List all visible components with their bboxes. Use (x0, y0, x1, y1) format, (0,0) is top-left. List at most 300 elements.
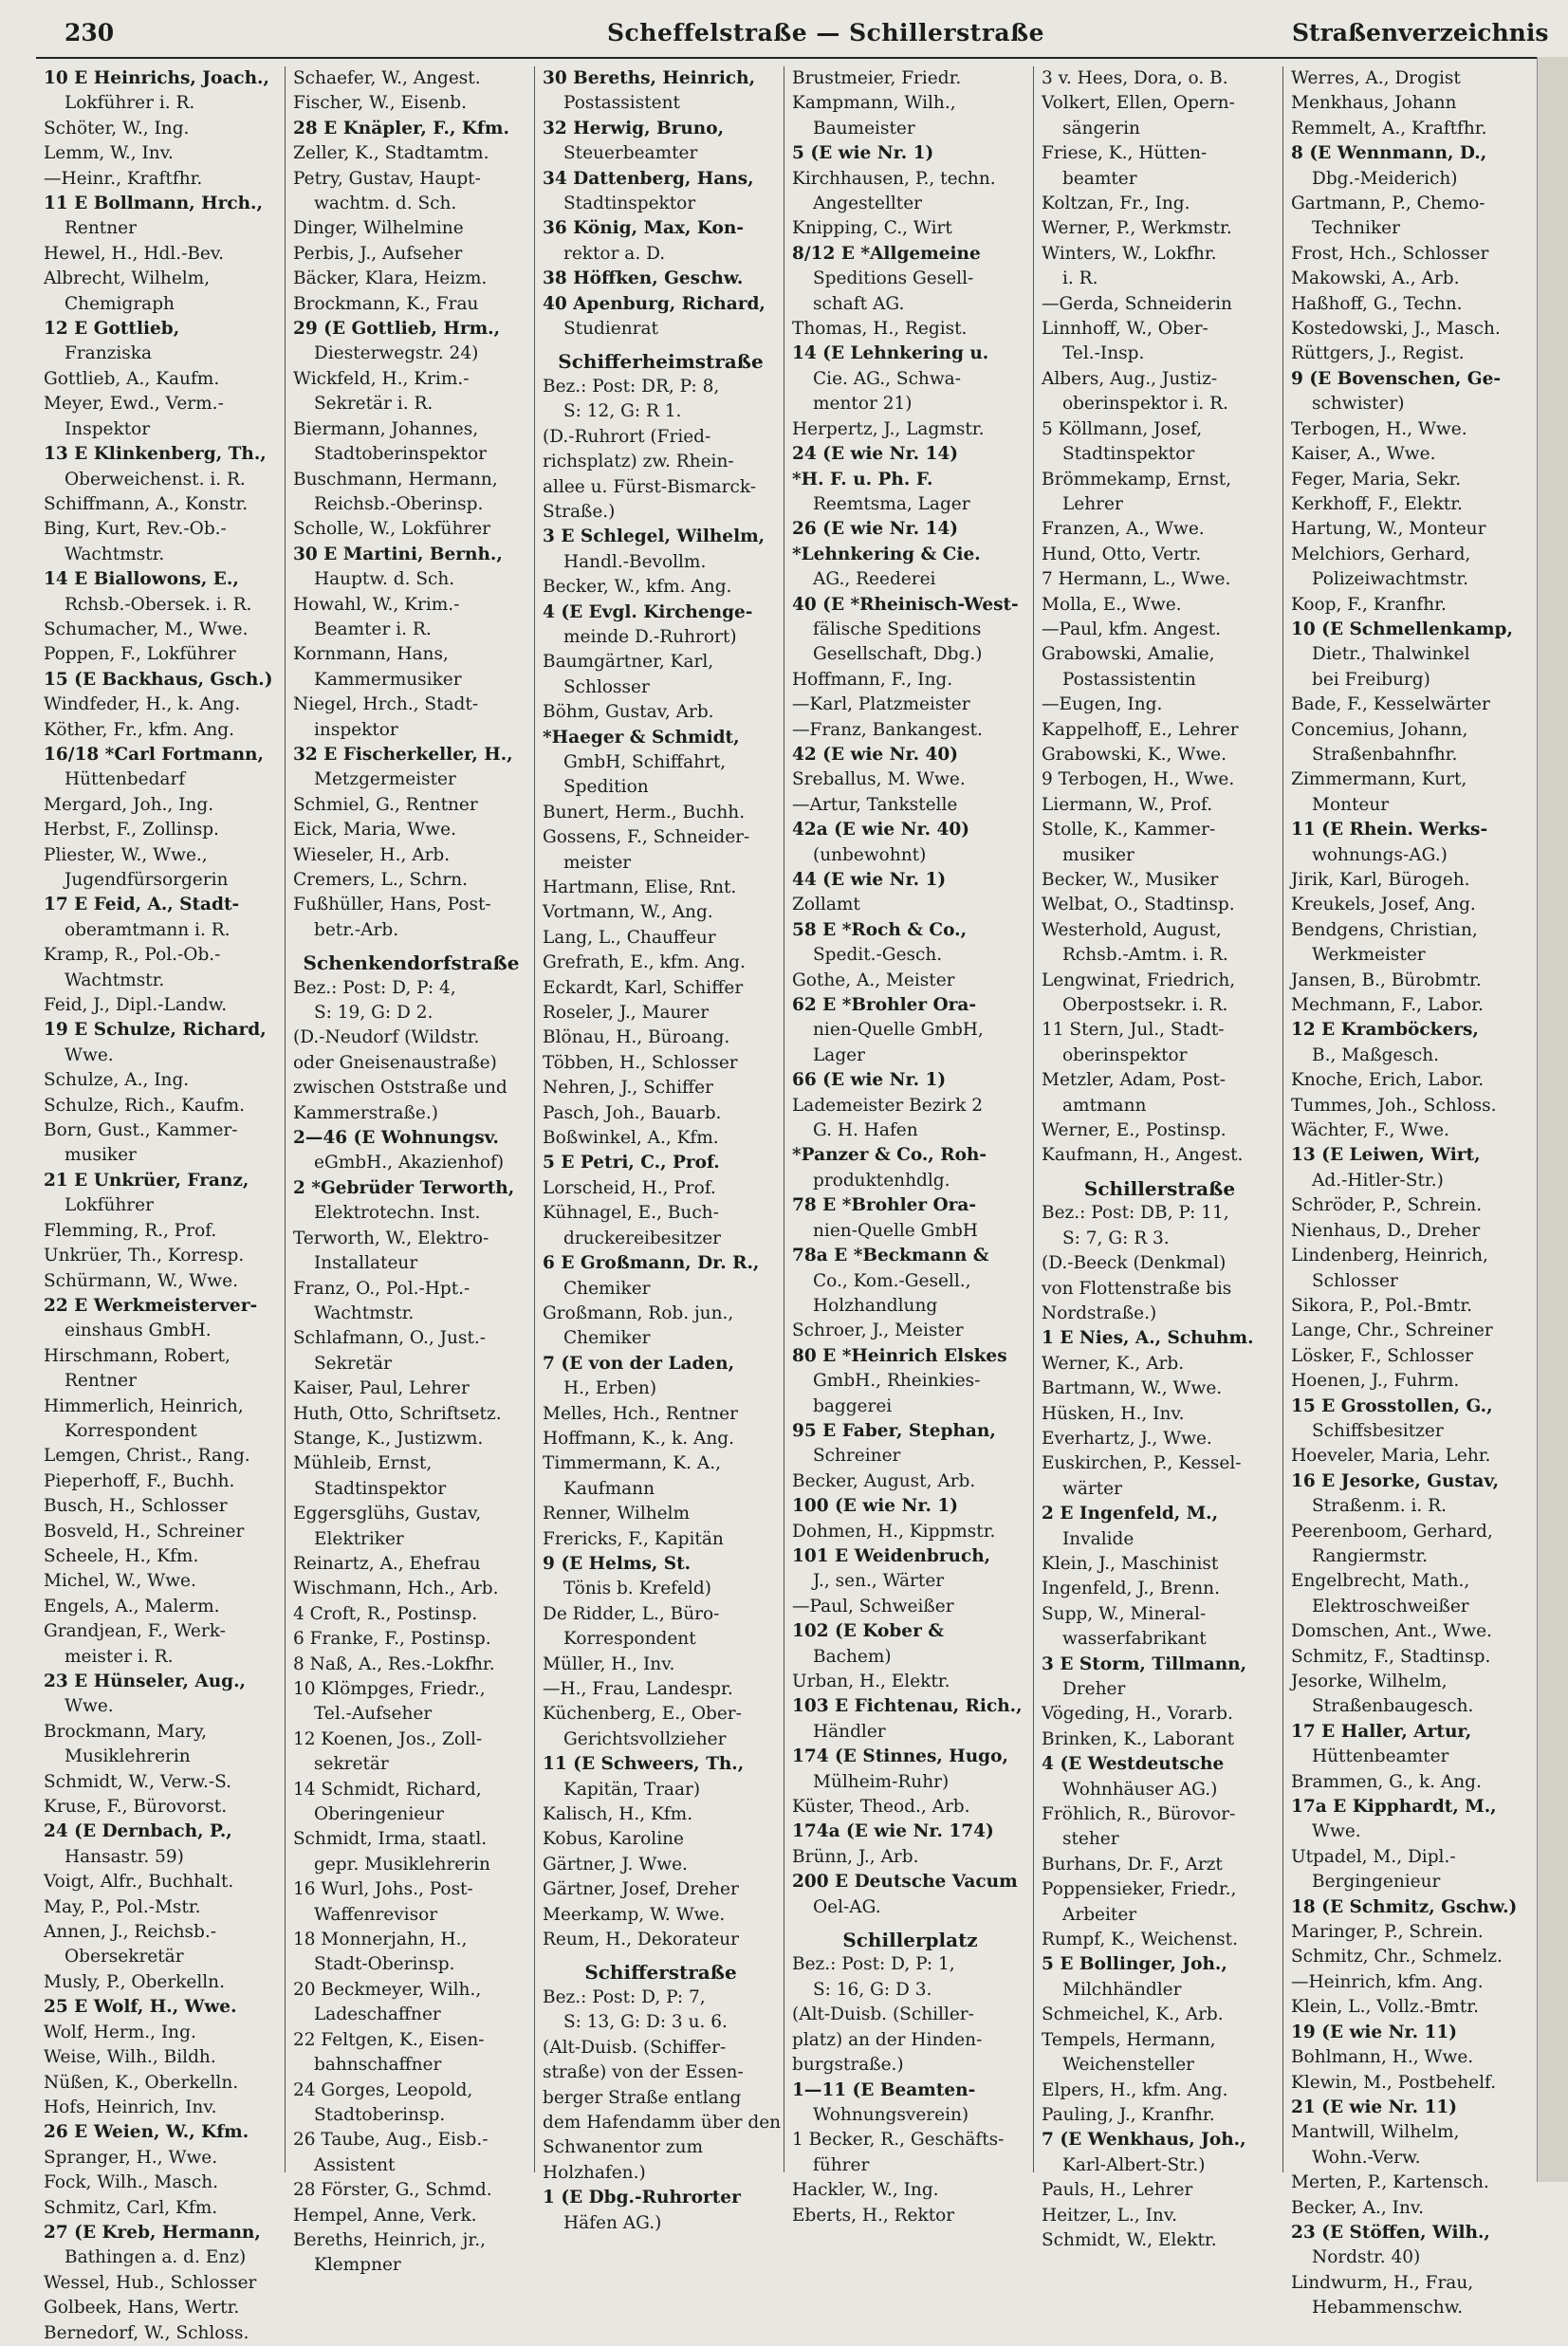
directory-entry: Brustmeier, Friedr. (792, 68, 962, 88)
directory-entry: Schreiner (813, 1446, 901, 1467)
directory-entry: Installateur (314, 1253, 418, 1274)
street-heading: Schifferheimstraße (558, 350, 764, 374)
directory-entry: 6 Franke, F., Postinsp. (293, 1629, 491, 1650)
directory-entry: Brockmann, Mary, (44, 1721, 208, 1742)
directory-entry: Brömmekamp, Ernst, (1042, 469, 1232, 490)
directory-entry: Wachtmstr. (314, 1302, 415, 1323)
column-4 (784, 66, 1034, 2226)
directory-entry: 2—46 (E Wohnungsv. (293, 1128, 499, 1149)
directory-entry: Himmerlich, Heinrich, (44, 1395, 244, 1416)
directory-entry: Jansen, B., Bürobmtr. (1291, 970, 1482, 990)
directory-entry: Schmitz, Chr., Schmelz. (1291, 1947, 1503, 1967)
directory-entry: Werres, A., Drogist (1291, 68, 1461, 88)
directory-entry: Dreher (1062, 1679, 1126, 1699)
directory-entry: *Panzer & Co., Roh- (792, 1145, 987, 1166)
directory-entry: 12 E Gottlieb, (44, 319, 180, 340)
street-heading: Schillerplatz (842, 1929, 978, 1952)
directory-entry: 16 Wurl, Johs., Post- (293, 1879, 473, 1900)
directory-entry: oder Gneisenaustraße) (293, 1052, 497, 1073)
directory-entry: Nienhaus, D., Dreher (1291, 1220, 1481, 1241)
directory-entry: wärter (1062, 1478, 1122, 1499)
directory-entry: fälische Speditions (813, 619, 982, 639)
directory-entry: oberinspektor (1062, 1044, 1188, 1065)
directory-entry: Baumgärtner, Karl, (543, 652, 714, 673)
directory-entry: bahnschaffner (314, 2055, 442, 2076)
directory-entry: Becker, August, Arb. (792, 1470, 976, 1491)
directory-entry: Oberpostsekr. i. R. (1062, 995, 1228, 1016)
directory-entry: Chemigraph (65, 293, 175, 314)
directory-entry: Postassistent (563, 93, 680, 114)
directory-entry: Stadtinspektor (314, 1478, 447, 1499)
directory-entry: Angestellter (813, 194, 923, 214)
directory-entry: 80 E *Heinrich Elskes (792, 1345, 1007, 1366)
directory-entry: Friese, K., Hütten- (1042, 143, 1208, 164)
directory-entry: 9 (E Bovenschen, Ge- (1291, 368, 1502, 389)
directory-entry: Sikora, P., Pol.-Bmtr. (1291, 1295, 1473, 1316)
directory-entry: Straßenm. i. R. (1312, 1496, 1447, 1517)
directory-entry: Albrecht, Wilhelm, (44, 268, 211, 289)
directory-entry: Hoffmann, F., Ing. (792, 669, 953, 690)
directory-entry: Metzler, Adam, Post- (1042, 1070, 1227, 1091)
directory-entry: Born, Gust., Kammer- (44, 1120, 238, 1141)
directory-entry: Euskirchen, P., Kessel- (1042, 1453, 1242, 1474)
directory-entry: Grandjean, F., Werk- (44, 1621, 226, 1642)
directory-entry: Bereths, Heinrich, jr., (293, 2229, 486, 2250)
directory-entry: 20 Beckmeyer, Wilh., (293, 1979, 482, 2000)
directory-entry: eGmbH., Akazienhof) (314, 1153, 505, 1173)
directory-entry: 14 (E Lehnkering u. (792, 343, 989, 364)
directory-entry: 15 E Grosstollen, G., (1291, 1395, 1493, 1416)
directory-entry: Knipping, C., Wirt (792, 218, 952, 239)
directory-entry: —Paul, kfm. Angest. (1042, 619, 1221, 639)
directory-entry: 14 Schmidt, Richard, (293, 1779, 482, 1800)
directory-entry: *Lehnkering & Cie. (792, 544, 981, 564)
directory-entry: Lang, L., Chauffeur (543, 927, 716, 948)
directory-entry: —Franz, Bankangest. (792, 719, 983, 740)
directory-entry: Wwe. (1312, 1821, 1361, 1842)
directory-entry: Schulze, A., Ing. (44, 1070, 190, 1091)
directory-entry: Klempner (314, 2255, 401, 2276)
directory-entry: Gerichtsvollzieher (563, 1728, 727, 1749)
directory-entry: 2 *Gebrüder Terworth, (293, 1177, 515, 1198)
directory-entry: Buschmann, Hermann, (293, 469, 498, 490)
directory-entry: Wohn.-Verw. (1312, 2147, 1421, 2168)
directory-entry: Wwe. (65, 1696, 114, 1717)
directory-entry: 1—11 (E Beamten- (792, 2079, 976, 2100)
directory-entry: Kaiser, A., Wwe. (1291, 444, 1436, 465)
directory-entry: 30 Bereths, Heinrich, (543, 68, 756, 88)
directory-entry: Hoeveler, Maria, Lehr. (1291, 1446, 1491, 1467)
directory-entry: (D.-Ruhrort (Fried- (543, 426, 711, 447)
directory-entry: Schiffmann, A., Konstr. (44, 493, 249, 514)
directory-entry: sängerin (1062, 118, 1140, 139)
directory-entry: Stadtoberinspektor (314, 444, 487, 465)
directory-entry: Oel-AG. (813, 1896, 881, 1917)
directory-entry: Scheele, H., Kfm. (44, 1545, 199, 1566)
directory-entry: Rumpf, K., Weichenst. (1042, 1930, 1238, 1950)
directory-entry: Volkert, Ellen, Opern- (1042, 93, 1235, 114)
directory-entry: Assistent (314, 2154, 396, 2175)
directory-entry: Bade, F., Kesselwärter (1291, 694, 1490, 715)
street-heading: Schillerstraße (1083, 1176, 1236, 1200)
directory-entry: Hoenen, J., Fuhrm. (1291, 1371, 1460, 1392)
directory-entry: Arbeiter (1062, 1904, 1137, 1925)
directory-entry: Baumeister (813, 118, 915, 139)
directory-entry: Lager (813, 1044, 865, 1065)
directory-entry: Hewel, H., Hdl.-Bev. (44, 243, 225, 264)
directory-entry: Kühnagel, E., Buch- (543, 1203, 719, 1224)
directory-entry: Gossens, F., Schneider- (543, 827, 750, 848)
directory-entry: Knoche, Erich, Labor. (1291, 1070, 1485, 1091)
directory-entry: 8 Naß, A., Res.-Lokfhr. (293, 1653, 495, 1674)
directory-entry: Lorscheid, H., Prof. (543, 1177, 716, 1198)
directory-entry: betr.-Arb. (314, 919, 399, 940)
street-heading: Schifferstraße (584, 1961, 737, 1985)
directory-entry: Polizeiwachtmstr. (1312, 569, 1469, 590)
directory-entry: Speditions Gesell- (813, 268, 974, 289)
directory-entry: Bez.: Post: DB, P: 11, (1042, 1203, 1229, 1224)
directory-entry: Pasch, Joh., Bauarb. (543, 1102, 722, 1123)
directory-entry: 21 E Unkrüer, Franz, (44, 1170, 249, 1191)
directory-entry: Kampmann, Wilh., (792, 93, 956, 114)
directory-entry: Nüßen, K., Oberkelln. (44, 2072, 239, 2093)
directory-entry: Obersekretär (65, 1947, 184, 1967)
directory-entry: Többen, H., Schlosser (543, 1052, 738, 1073)
directory-entry: Grefrath, E., kfm. Ang. (543, 952, 746, 973)
directory-entry: 10 (E Schmellenkamp, (1291, 619, 1513, 639)
directory-entry: Boßwinkel, A., Kfm. (543, 1128, 719, 1149)
directory-entry: schwister) (1312, 394, 1405, 415)
directory-entry: Schröder, P., Schrein. (1291, 1195, 1483, 1216)
directory-entry: —Karl, Platzmeister (792, 694, 970, 715)
directory-entry: Howahl, W., Krim.- (293, 594, 460, 615)
next-page-edge (1537, 57, 1568, 2182)
directory-entry: 95 E Faber, Stephan, (792, 1420, 996, 1441)
directory-entry: Huth, Otto, Schriftsetz. (293, 1403, 502, 1424)
directory-entry: B., Maßgesch. (1312, 1044, 1440, 1065)
directory-entry: 24 Gorges, Leopold, (293, 2079, 473, 2100)
directory-entry: Lösker, F., Schlosser (1291, 1345, 1474, 1366)
directory-entry: Elektriker (314, 1528, 404, 1549)
directory-entry: Mühleib, Ernst, (293, 1453, 433, 1474)
directory-entry: Vögeding, H., Vorarb. (1042, 1704, 1233, 1725)
directory-entry: Rüttgers, J., Regist. (1291, 343, 1465, 364)
directory-entry: 10 E Heinrichs, Joach., (44, 68, 269, 88)
directory-entry: Holzhafen.) (543, 2162, 646, 2183)
directory-entry: Hartmann, Elise, Rnt. (543, 877, 737, 897)
directory-entry: Lengwinat, Friedrich, (1042, 970, 1236, 990)
directory-entry: Biermann, Johannes, (293, 418, 479, 439)
directory-entry: Frost, Hch., Schlosser (1291, 243, 1489, 264)
directory-entry: berger Straße entlang (543, 2087, 742, 2108)
directory-entry: einshaus GmbH. (65, 1321, 212, 1341)
directory-entry: Terworth, W., Elektro- (293, 1228, 489, 1248)
directory-entry: 24 (E wie Nr. 14) (792, 444, 958, 465)
column-2 (286, 66, 535, 2276)
directory-entry: Stadtinspektor (1062, 444, 1195, 465)
directory-entry: Everhartz, J., Wwe. (1042, 1428, 1212, 1449)
directory-entry: Elektrotechn. Inst. (314, 1203, 481, 1224)
directory-entry: Schmeichel, K., Arb. (1042, 2004, 1224, 2025)
directory-entry: Kruse, F., Bürovorst. (44, 1797, 228, 1818)
directory-entry: Urban, H., Elektr. (792, 1672, 950, 1691)
directory-entry: 28 E Knäpler, F., Kfm. (293, 118, 509, 139)
directory-entry: beamter (1062, 168, 1137, 189)
directory-entry: Rangiermstr. (1312, 1545, 1429, 1566)
directory-entry: 26 E Weien, W., Kfm. (44, 2122, 249, 2143)
directory-entry: (D.-Beeck (Denkmal) (1042, 1253, 1227, 1274)
directory-entry: Lemm, W., Inv. (44, 143, 174, 164)
directory-entry: 7 (E Wenkhaus, Joh., (1042, 2130, 1246, 2151)
column-6 (1283, 66, 1533, 2318)
directory-entry: Supp, W., Mineral- (1042, 1603, 1207, 1624)
directory-entry: Bernedorf, W., Schloss. (44, 2322, 249, 2343)
directory-entry: Brinken, K., Laborant (1042, 1728, 1235, 1749)
directory-entry: Koltzan, Fr., Ing. (1042, 194, 1190, 214)
directory-entry: Engels, A., Malerm. (44, 1596, 220, 1616)
directory-entry: Jesorke, Wilhelm, (1291, 1672, 1448, 1691)
directory-entry: 28 Förster, G., Schmd. (293, 2180, 492, 2201)
directory-entry: 1 Becker, R., Geschäfts- (792, 2130, 1005, 2151)
directory-entry: Küster, Theod., Arb. (792, 1797, 970, 1818)
directory-entry: Wohnhäuser AG.) (1062, 1779, 1218, 1800)
directory-entry: Eick, Maria, Wwe. (293, 820, 456, 840)
directory-entry: Eckardt, Karl, Schiffer (543, 977, 744, 998)
directory-entry: Fock, Wilh., Masch. (44, 2172, 218, 2193)
directory-entry: Merten, P., Kartensch. (1291, 2172, 1489, 2193)
directory-entry: Lemgen, Christ., Rang. (44, 1446, 250, 1467)
directory-entry: S: 13, G: D: 3 u. 6. (563, 2012, 728, 2033)
directory-entry: Lindenberg, Heinrich, (1291, 1246, 1488, 1266)
directory-entry: wasserfabrikant (1062, 1629, 1207, 1650)
directory-entry: Musly, P., Oberkelln. (44, 1971, 225, 1992)
directory-entry: *Haeger & Schmidt, (543, 727, 740, 748)
directory-entry: Sekretär i. R. (314, 394, 434, 415)
directory-entry: Häfen AG.) (563, 2212, 662, 2233)
directory-entry: 23 (E Stöffen, Wilh., (1291, 2222, 1490, 2243)
directory-entry: Wachtmstr. (65, 544, 165, 564)
directory-entry: 25 E Wolf, H., Wwe. (44, 1997, 237, 2018)
directory-entry: Poppen, F., Lokführer (44, 644, 236, 665)
directory-entry: 102 (E Kober & (792, 1621, 944, 1642)
directory-entry: Nordstr. 40) (1312, 2247, 1421, 2268)
directory-entry: Meerkamp, W. Wwe. (543, 1904, 726, 1925)
directory-entry: Dinger, Wilhelmine (293, 218, 464, 239)
directory-entry: Spranger, H., Wwe. (44, 2147, 218, 2168)
directory-entry: Schulze, Rich., Kaufm. (44, 1095, 246, 1116)
directory-entry: Postassistentin (1062, 669, 1196, 690)
directory-entry: 16/18 *Carl Fortmann, (44, 744, 264, 765)
directory-entry: meinde D.-Ruhrort) (563, 626, 737, 647)
directory-entry: Cremers, L., Schrn. (293, 870, 469, 890)
directory-entry: Zimmermann, Kurt, (1291, 769, 1467, 790)
directory-entry: 4 Croft, R., Postinsp. (293, 1603, 478, 1624)
directory-entry: Eggersglühs, Gustav, (293, 1504, 482, 1524)
directory-entry: Ingenfeld, J., Brenn. (1042, 1579, 1220, 1599)
directory-entry: 16 E Jesorke, Gustav, (1291, 1470, 1500, 1491)
directory-entry: G. H. Hafen (813, 1120, 918, 1141)
directory-entry: Hackler, W., Ing. (792, 2180, 939, 2201)
directory-entry: Steuerbeamter (563, 143, 698, 164)
directory-entry: Korrespondent (563, 1629, 696, 1650)
directory-entry: 21 (E wie Nr. 11) (1291, 2097, 1457, 2117)
directory-entry: Burhans, Dr. F., Arzt (1042, 1854, 1223, 1875)
directory-entry: druckereibesitzer (563, 1228, 722, 1248)
directory-entry: 101 E Weidenbruch, (792, 1545, 991, 1566)
directory-entry: 103 E Fichtenau, Rich., (792, 1696, 1023, 1717)
directory-entry: Reemtsma, Lager (813, 493, 970, 514)
directory-entry: Unkrüer, Th., Korresp. (44, 1246, 245, 1266)
header-rule (36, 57, 1537, 59)
directory-entry: Klein, L., Vollz.-Bmtr. (1291, 1997, 1479, 2018)
directory-entry: Wohnungsverein) (813, 2104, 969, 2125)
directory-entry: Wachtmstr. (65, 970, 165, 990)
directory-entry: Wickfeld, H., Krim.- (293, 368, 470, 389)
directory-entry: Koop, F., Kranfhr. (1291, 594, 1447, 615)
directory-entry: Feid, J., Dipl.-Landw. (44, 995, 228, 1016)
directory-entry: Fischer, W., Eisenb. (293, 93, 467, 114)
directory-entry: Straßenbaugesch. (1312, 1696, 1474, 1717)
directory-entry: Blönau, H., Büroang. (543, 1027, 730, 1048)
directory-entry: 17 E Feid, A., Stadt- (44, 895, 240, 915)
directory-entry: Müller, H., Inv. (543, 1653, 675, 1674)
directory-entry: Haßhoff, G., Techn. (1291, 293, 1463, 314)
directory-entry: Holzhandlung (813, 1295, 938, 1316)
directory-entry: Ladeschaffner (314, 2004, 441, 2025)
directory-entry: (unbewohnt) (813, 844, 927, 865)
directory-entry: Großmann, Rob. jun., (543, 1302, 734, 1323)
directory-entry: Monteur (1312, 794, 1390, 815)
directory-entry: Nehren, J., Schiffer (543, 1078, 713, 1099)
directory-entry: Stange, K., Justizwm. (293, 1428, 484, 1449)
directory-entry: Westerhold, August, (1042, 919, 1222, 940)
directory-entry: Becker, W., Musiker (1042, 870, 1219, 890)
directory-entry: Hartung, W., Monteur (1291, 519, 1486, 540)
directory-entry: 32 Herwig, Bruno, (543, 118, 725, 139)
directory-entry: Hebammenschw. (1312, 2298, 1464, 2318)
directory-entry: bei Freiburg) (1312, 669, 1430, 690)
directory-entry: Gottlieb, A., Kaufm. (44, 368, 220, 389)
directory-entry: Lokführer i. R. (65, 93, 195, 114)
directory-entry: Karl-Albert-Str.) (1062, 2154, 1206, 2175)
directory-entry: Gärtner, J. Wwe. (543, 1854, 688, 1875)
directory-entry: Scholle, W., Lokführer (293, 519, 490, 540)
directory-entry: Franzen, A., Wwe. (1042, 519, 1205, 540)
directory-entry: Tel.-Aufseher (314, 1704, 433, 1725)
directory-entry: meister i. R. (65, 1646, 174, 1667)
directory-entry: 18 Monnerjahn, H., (293, 1930, 468, 1950)
directory-entry: Schmidt, Irma, staatl. (293, 1829, 488, 1850)
directory-entry: De Ridder, L., Büro- (543, 1603, 720, 1624)
directory-entry: Schiffsbesitzer (1312, 1420, 1444, 1441)
directory-entry: Heitzer, L., Inv. (1042, 2205, 1177, 2226)
directory-entry: J., sen., Wärter (813, 1571, 945, 1592)
directory-entry: Reichsb.-Oberinsp. (314, 493, 484, 514)
directory-entry: Hoffmann, K., k. Ang. (543, 1428, 735, 1449)
directory-entry: Liermann, W., Prof. (1042, 794, 1213, 815)
column-5 (1034, 66, 1283, 2250)
directory-entry: Mergard, Joh., Ing. (44, 794, 214, 815)
directory-entry: Co., Kom.-Gesell., (813, 1270, 971, 1291)
directory-entry: Pauling, J., Kranfhr. (1042, 2104, 1215, 2125)
directory-entry: Annen, J., Reichsb.- (44, 1922, 216, 1943)
directory-entry: GmbH., Rheinkies- (813, 1371, 981, 1392)
directory-entry: S: 16, G: D 3. (813, 1979, 932, 2000)
directory-entry: Köther, Fr., kfm. Ang. (44, 719, 234, 740)
directory-entry: Lademeister Bezirk 2 (792, 1095, 984, 1116)
directory-entry: Fröhlich, R., Bürovor- (1042, 1804, 1236, 1825)
directory-entry: Albers, Aug., Justiz- (1042, 368, 1218, 389)
directory-entry: Kostedowski, J., Masch. (1291, 319, 1501, 340)
directory-entry: Wieseler, H., Arb. (293, 844, 451, 865)
directory-entry: 5 E Bollinger, Joh., (1042, 1954, 1227, 1975)
street-heading: Schenkendorfstraße (303, 951, 520, 975)
directory-entry: Chemiker (563, 1328, 651, 1349)
directory-entry: 14 E Biallowons, E., (44, 569, 239, 590)
directory-entry: 42 (E wie Nr. 40) (792, 744, 958, 765)
directory-entry: Rentner (65, 218, 137, 239)
directory-entry: Musiklehrerin (65, 1746, 191, 1767)
directory-entry: Grabowski, K., Wwe. (1042, 744, 1227, 765)
directory-entry: 40 Apenburg, Richard, (543, 293, 766, 314)
section-title: Straßenverzeichnis (1292, 19, 1549, 46)
directory-entry: Becker, W., kfm. Ang. (543, 577, 732, 598)
directory-entry: 5 Köllmann, Josef, (1042, 418, 1203, 439)
directory-entry: Straße.) (543, 501, 616, 522)
directory-entry: Fußhüller, Hans, Post- (293, 895, 491, 915)
directory-entry: 78a E *Beckmann & (792, 1246, 989, 1266)
column-3 (535, 66, 784, 2233)
column-1 (36, 66, 286, 2343)
directory-entry: Bäcker, Klara, Heizm. (293, 268, 488, 289)
directory-entry: baggerei (813, 1395, 893, 1416)
directory-entry: Hirschmann, Robert, (44, 1345, 231, 1366)
directory-entry: Hofs, Heinrich, Inv. (44, 2097, 217, 2117)
directory-entry: Weise, Wilh., Bildh. (44, 2047, 216, 2068)
directory-entry: Tönis b. Krefeld) (563, 1579, 711, 1599)
directory-entry: steher (1062, 1829, 1119, 1850)
directory-entry: Eberts, H., Rektor (792, 2205, 955, 2226)
directory-entry: Schürmann, W., Wwe. (44, 1270, 238, 1291)
directory-entry: —Eugen, Ing. (1042, 694, 1163, 715)
directory-entry: 11 Stern, Jul., Stadt- (1042, 1020, 1225, 1041)
page-header (0, 0, 1567, 57)
directory-entry: Pliester, W., Wwe., (44, 844, 208, 865)
directory-entry: produktenhdlg. (813, 1170, 950, 1191)
directory-entry: Welbat, O., Stadtinsp. (1042, 895, 1235, 915)
directory-entry: 7 Hermann, L., Wwe. (1042, 569, 1231, 590)
directory-entry: —Artur, Tankstelle (792, 794, 958, 815)
directory-entry: Kirchhausen, P., techn. (792, 168, 996, 189)
directory-entry: Bez.: Post: DR, P: 8, (543, 376, 720, 397)
directory-entry: 40 (E *Rheinisch-West- (792, 594, 1019, 615)
directory-entry: *H. F. u. Ph. F. (792, 469, 933, 490)
directory-entry: Brockmann, K., Frau (293, 293, 479, 314)
directory-entry: 8 (E Wennmann, D., (1291, 143, 1487, 164)
directory-entry: Wischmann, Hch., Arb. (293, 1579, 499, 1599)
directory-entry: Mechmann, F., Labor. (1291, 995, 1484, 1016)
directory-entry: Hüsken, H., Inv. (1042, 1403, 1185, 1424)
directory-entry: Pieperhoff, F., Buchh. (44, 1470, 235, 1491)
directory-entry: Niegel, Hrch., Stadt- (293, 694, 479, 715)
directory-entry: Bergingenieur (1312, 1872, 1441, 1893)
directory-entry: 7 (E von der Laden, (543, 1353, 735, 1374)
directory-entry: Elektroschweißer (1312, 1596, 1469, 1616)
directory-entry: musiker (1062, 844, 1134, 865)
directory-entry: 9 (E Helms, St. (543, 1553, 692, 1574)
directory-entry: Brammen, G., k. Ang. (1291, 1771, 1482, 1792)
directory-entry: Lehrer (1062, 493, 1123, 514)
